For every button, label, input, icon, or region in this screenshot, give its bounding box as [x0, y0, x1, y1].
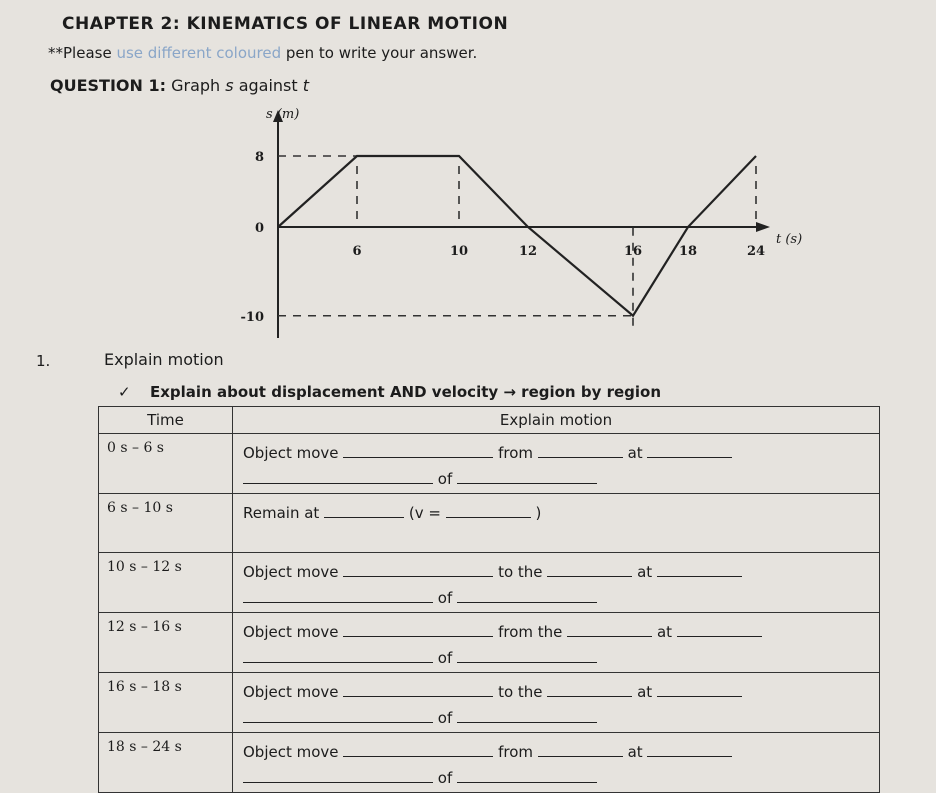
answer-blank[interactable]: [457, 768, 597, 783]
displacement-line: [278, 156, 756, 316]
answer-blank[interactable]: [343, 742, 493, 757]
answer-blank[interactable]: [457, 708, 597, 723]
answer-blank[interactable]: [457, 469, 597, 484]
prompt-word: of: [437, 470, 453, 488]
prompt-word: Object move: [243, 743, 339, 761]
x-tick-label: 12: [518, 244, 538, 259]
answer-blank[interactable]: [647, 742, 732, 757]
table-row: [99, 733, 880, 793]
prompt-word: from the: [498, 623, 563, 641]
answer-blank[interactable]: [547, 562, 632, 577]
x-axis-arrow-icon: [756, 222, 770, 232]
table-row: [99, 613, 880, 673]
explain-line-1: [243, 679, 879, 705]
prompt-word: Remain at: [243, 504, 320, 522]
prompt-word: of: [437, 769, 453, 787]
prompt-word: Object move: [243, 563, 339, 581]
col-header-time: Time: [99, 407, 233, 434]
col-header-explain: Explain motion: [233, 407, 880, 434]
answer-blank[interactable]: [538, 742, 623, 757]
x-axis-label: t (s): [776, 232, 803, 247]
explain-line-2: [243, 705, 879, 731]
answer-blank[interactable]: [547, 682, 632, 697]
time-range-cell: 10 s – 12 s: [99, 553, 233, 613]
x-tick-label: 16: [623, 244, 643, 259]
explain-line-1: [243, 739, 879, 765]
prompt-word: from: [498, 444, 533, 462]
prompt-word: Object move: [243, 683, 339, 701]
answer-blank[interactable]: [657, 562, 742, 577]
y-axis-label: s (m): [266, 107, 300, 122]
answer-blank[interactable]: [446, 503, 531, 518]
prompt-word: of: [437, 649, 453, 667]
time-range-cell: 6 s – 10 s: [99, 494, 233, 553]
note-colored-text: use different coloured: [116, 44, 282, 62]
prompt-word: (v =: [408, 504, 441, 522]
question-var-t: t: [302, 76, 310, 95]
answer-blank[interactable]: [324, 503, 404, 518]
answer-blank[interactable]: [243, 588, 433, 603]
chapter-title: CHAPTER 2: KINEMATICS OF LINEAR MOTION: [62, 14, 509, 34]
displacement-time-graph: [230, 100, 830, 340]
answer-blank[interactable]: [457, 648, 597, 663]
note-suffix: pen to write your answer.: [281, 44, 478, 62]
explain-line-1: [243, 440, 879, 466]
check-mark-icon: ✓: [118, 383, 131, 401]
time-range-cell: 18 s – 24 s: [99, 733, 233, 793]
answer-blank[interactable]: [343, 443, 493, 458]
explain-cell: [233, 733, 880, 793]
answer-blank[interactable]: [343, 682, 493, 697]
answer-blank[interactable]: [343, 562, 493, 577]
answer-blank[interactable]: [457, 588, 597, 603]
question-heading: [50, 76, 309, 95]
prompt-word: at: [637, 683, 653, 701]
prompt-word: of: [437, 709, 453, 727]
answer-blank[interactable]: [657, 682, 742, 697]
explain-line-1: [243, 619, 879, 645]
answer-blank[interactable]: [243, 708, 433, 723]
prompt-word: at: [637, 563, 653, 581]
explain-line-2: [243, 466, 879, 492]
answer-blank[interactable]: [567, 622, 652, 637]
time-range-cell: 12 s – 16 s: [99, 613, 233, 673]
explain-line-2: [243, 526, 879, 552]
prompt-word: of: [437, 589, 453, 607]
prompt-word: Object move: [243, 623, 339, 641]
item-heading: Explain motion: [104, 350, 224, 369]
question-label: QUESTION 1:: [50, 76, 167, 95]
answer-blank[interactable]: [677, 622, 762, 637]
question-var-s: s: [225, 76, 234, 95]
prompt-word: at: [627, 743, 643, 761]
explain-cell: [233, 434, 880, 494]
item-number: 1.: [36, 352, 51, 370]
explain-line-2: [243, 645, 879, 671]
explain-line-1: [243, 500, 879, 526]
prompt-word: from: [498, 743, 533, 761]
answer-blank[interactable]: [538, 443, 623, 458]
answer-blank[interactable]: [243, 768, 433, 783]
explain-line-2: [243, 765, 879, 791]
table-row: [99, 553, 880, 613]
prompt-word: to the: [498, 563, 543, 581]
y-tick-label: 8: [254, 150, 264, 165]
instruction-note: [48, 44, 477, 62]
x-tick-label: 18: [678, 244, 698, 259]
motion-table: [98, 406, 880, 793]
prompt-word: Object move: [243, 444, 339, 462]
answer-blank[interactable]: [243, 648, 433, 663]
table-row: [99, 673, 880, 733]
question-mid: against: [233, 76, 303, 95]
table-row: [99, 434, 880, 494]
prompt-word: to the: [498, 683, 543, 701]
time-range-cell: 16 s – 18 s: [99, 673, 233, 733]
x-tick-label: 24: [746, 244, 766, 259]
explain-cell: [233, 613, 880, 673]
explain-cell: [233, 553, 880, 613]
y-tick-label: 0: [254, 221, 264, 236]
note-prefix: **Please: [48, 44, 117, 62]
answer-blank[interactable]: [343, 622, 493, 637]
explain-line-1: [243, 559, 879, 585]
question-text: Graph: [166, 76, 226, 95]
instruction-line: Explain about displacement AND velocity → region by region: [150, 383, 662, 401]
explain-line-2: [243, 585, 879, 611]
prompt-word: ): [535, 504, 542, 522]
time-range-cell: 0 s – 6 s: [99, 434, 233, 494]
x-tick-label: 10: [449, 244, 469, 259]
answer-blank[interactable]: [647, 443, 732, 458]
x-tick-label: 6: [352, 244, 362, 259]
answer-blank[interactable]: [243, 469, 433, 484]
explain-cell: [233, 673, 880, 733]
table-row: [99, 494, 880, 553]
prompt-word: at: [627, 444, 643, 462]
y-tick-label: -10: [240, 309, 264, 325]
explain-cell: [233, 494, 880, 553]
prompt-word: at: [656, 623, 673, 641]
